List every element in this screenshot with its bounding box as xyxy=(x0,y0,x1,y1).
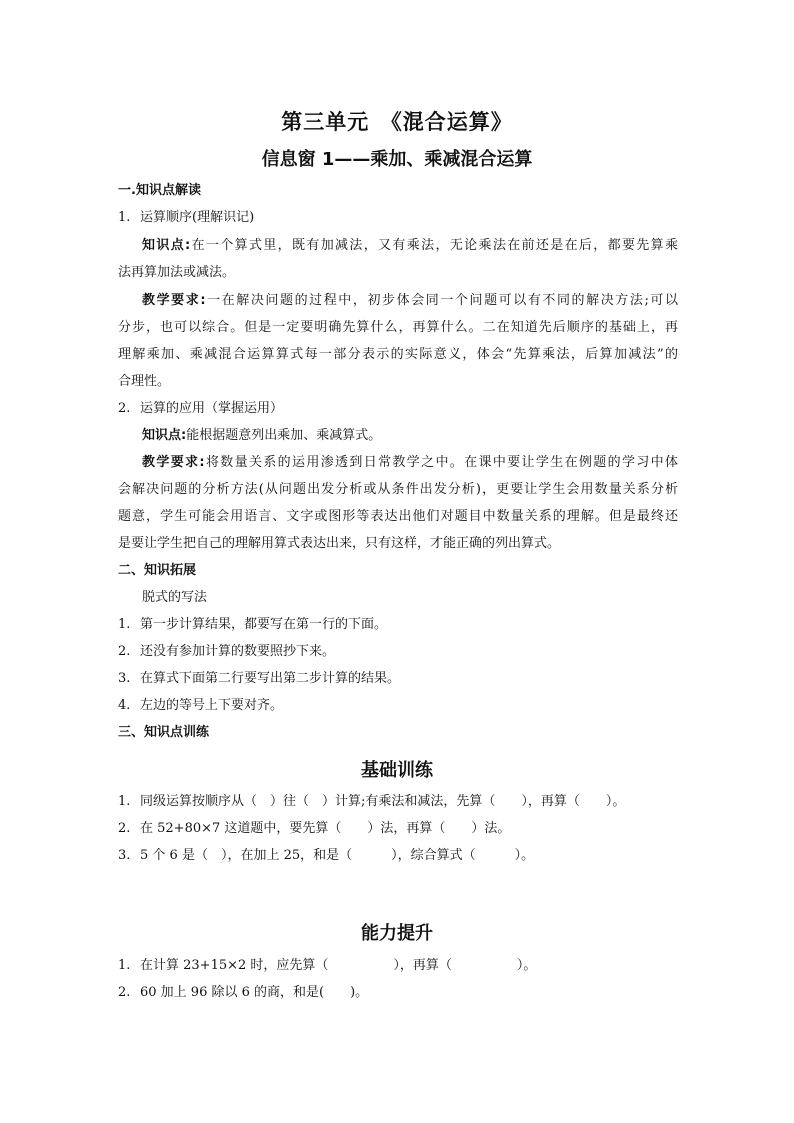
item1-req-line1 xyxy=(118,291,678,311)
exercise-item xyxy=(118,983,678,1003)
item1-req-line4: 合理性。 xyxy=(118,374,171,389)
list-item-number: 2. xyxy=(118,644,131,659)
exercise-item xyxy=(118,846,678,866)
section2-intro: 脱式的写法 xyxy=(142,590,208,605)
item1-kp-text1: 在一个算式里，既有加减法，又有乘法，无论乘法在前还是在后，都要先算乘 xyxy=(190,238,678,253)
item1-kp-line2: 法再算加法或减法。 xyxy=(118,265,236,280)
item1-req-text1: 一在解决问题的过程中，初步体会同一个问题可以有不同的解决方法;可以 xyxy=(205,293,678,308)
list-item xyxy=(118,696,678,716)
exercise-number: 1. xyxy=(118,958,131,973)
item2-req-line1 xyxy=(118,453,678,473)
exercise-text: 5 个 6 是（ ），在加上 25，和是（ ），综合算式（ ）。 xyxy=(140,848,535,863)
item1-title: 运算顺序(理解识记) xyxy=(140,210,255,225)
item2-req-label: 教学要求: xyxy=(142,455,205,470)
list-item xyxy=(118,642,678,662)
exercise-number: 1. xyxy=(118,794,131,809)
list-item-number: 1. xyxy=(118,617,131,632)
list-item-text: 还没有参加计算的数要照抄下来。 xyxy=(140,644,336,659)
exercise-text: 在 52+80×7 这道题中，要先算（ ）法，再算（ ）法。 xyxy=(140,821,511,836)
section3-heading: 三、知识点训练 xyxy=(118,725,210,740)
exercise-number: 3. xyxy=(118,848,131,863)
item2-kp-text: 能根据题意列出乘加、乘减算式。 xyxy=(186,428,382,443)
exercise-item xyxy=(118,819,678,839)
item2-title: 运算的应用（掌握运用） xyxy=(140,401,284,416)
basic-training-title: 基础训练 xyxy=(361,760,433,781)
item2-req-line2: 会解决问题的分析方法(从问题出发分析或从条件出发分析)，更要让学生会用数量关系分析 xyxy=(118,482,678,497)
list-item-text: 左边的等号上下要对齐。 xyxy=(140,698,284,713)
item1-req-line2: 分步，也可以综合。但是一定要明确先算什么，再算什么。二在知道先后顺序的基础上，再 xyxy=(118,320,678,335)
section2-heading: 二、知识拓展 xyxy=(118,563,197,578)
item1-number: 1. xyxy=(118,210,131,225)
lesson-subtitle: 信息窗 1——乘加、乘减混合运算 xyxy=(261,149,533,170)
item2-req-text1: 将数量关系的运用渗透到日常教学之中。在课中要让学生在例题的学习中体 xyxy=(204,455,678,470)
item2-req-line4: 是要让学生把自己的理解用算式表达出来，只有这样，才能正确的列出算式。 xyxy=(118,536,561,551)
item2-kp-label: 知识点: xyxy=(142,428,187,443)
list-item-number: 3. xyxy=(118,671,131,686)
list-item-text: 在算式下面第二行要写出第二步计算的结果。 xyxy=(140,671,401,686)
item2-title-line xyxy=(118,399,678,419)
advanced-training-title: 能力提升 xyxy=(361,923,433,944)
exercise-number: 2. xyxy=(118,985,131,1000)
exercise-text: 同级运算按顺序从（ ）往（ ）计算;有乘法和减法，先算（ ），再算（ ）。 xyxy=(140,794,626,809)
exercise-text: 60 加上 96 除以 6 的商，和是( )。 xyxy=(140,985,369,1000)
list-item-text: 第一步计算结果，都要写在第一行的下面。 xyxy=(140,617,388,632)
item1-req-line3: 理解乘加、乘减混合运算算式每一部分表示的实际意义，体会“先算乘法，后算加减法”的 xyxy=(118,347,678,362)
unit-title: 第三单元 《混合运算》 xyxy=(281,110,513,134)
exercise-item xyxy=(118,956,678,976)
item1-kp-label: 知识点: xyxy=(142,238,191,253)
item2-kp-line xyxy=(118,426,702,446)
list-item-number: 4. xyxy=(118,698,131,713)
item2-req-line3: 题意，学生可能会用语言、文字或图形等表达出他们对题目中数量关系的理解。但是最终还 xyxy=(118,509,678,524)
item1-kp-line1 xyxy=(118,236,678,256)
list-item xyxy=(118,669,678,689)
item1-title-line xyxy=(118,208,678,228)
item2-number: 2. xyxy=(118,401,131,416)
exercise-number: 2. xyxy=(118,821,131,836)
exercise-text: 在计算 23+15×2 时，应先算（ ），再算（ ）。 xyxy=(140,958,537,973)
exercise-item xyxy=(118,792,678,812)
section1-heading: 一.知识点解读 xyxy=(118,183,201,198)
item1-req-label: 教学要求: xyxy=(142,293,206,308)
list-item xyxy=(118,615,678,635)
